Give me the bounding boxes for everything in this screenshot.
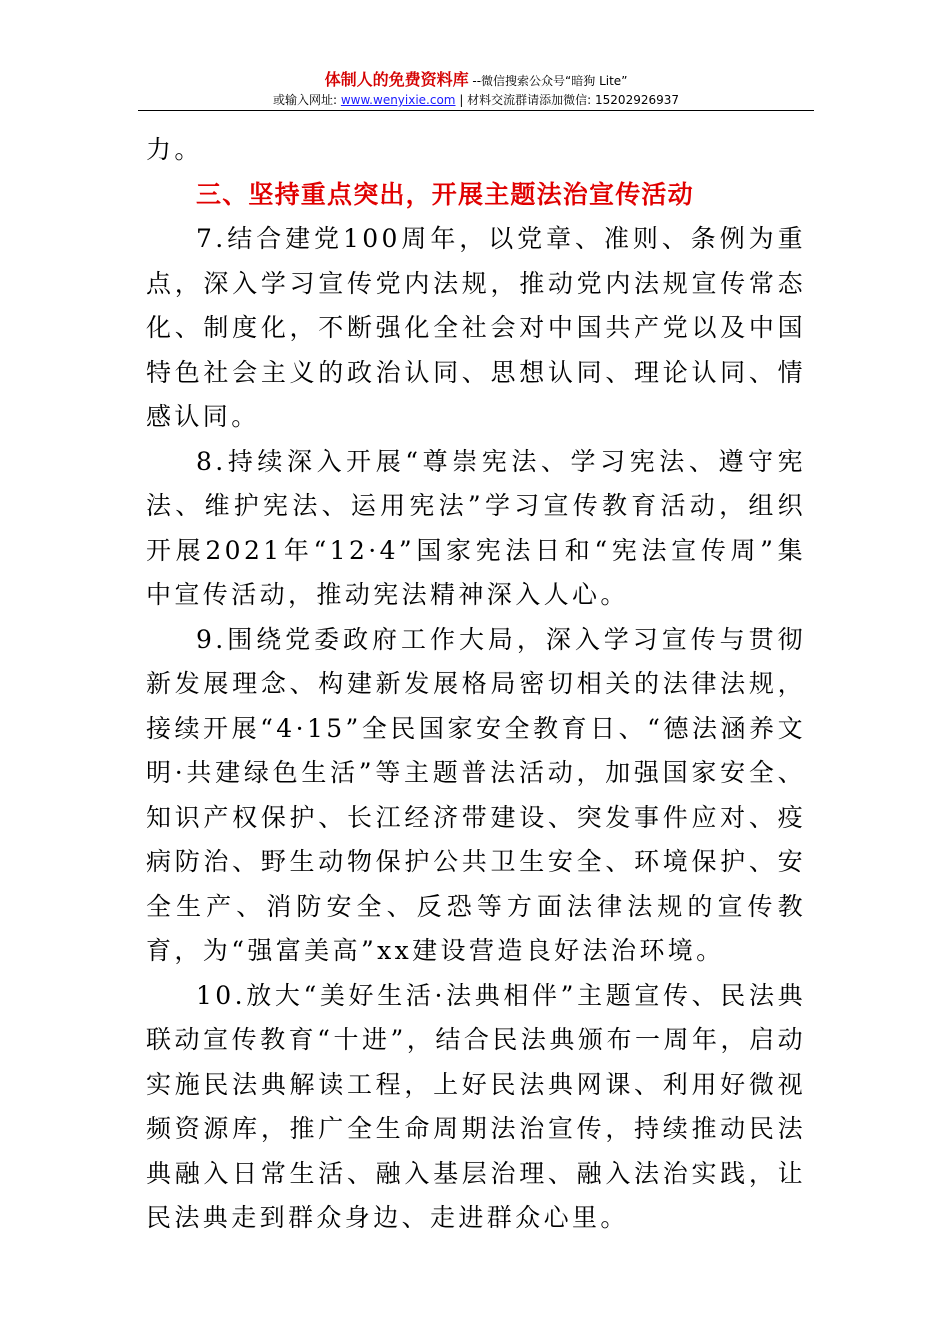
header-url-link[interactable]: www.wenyixie.com — [340, 93, 456, 107]
header-line-2 — [138, 91, 814, 109]
paragraph-10: 10.放大“美好生活·法典相伴”主题宣传、民法典联动宣传教育“十进”，结合民法典颁布一周年，启动实施民法典解读工程，上好民法典网课、利用好微视频资源库，推广全生命周期法治宣传，持续推动民法典融入日常生活、融入基层治理、融入法治实践，让民法典走到群众身边、走进群众心里。 — [146, 980, 806, 1232]
header-contact: | 材料交流群请添加微信: 15202926937 — [455, 93, 680, 107]
page-header — [138, 70, 814, 109]
paragraph-8: 8.持续深入开展“尊崇宪法、学习宪法、遵守宪法、维护宪法、运用宪法”学习宣传教育活动，组织开展2021年“12·4”国家宪法日和“宪法宣传周”集中宣传活动，推动宪法精神深入人心。 — [146, 446, 806, 609]
header-url-prefix: 或输入网址: — [272, 93, 341, 107]
lead-fragment: 力。 — [146, 135, 203, 164]
header-brand: 体制人的免费资料库 — [324, 70, 469, 89]
header-note: --微信搜索公众号“暗狗 Lite” — [468, 74, 628, 88]
paragraph-7: 7.结合建党100周年，以党章、准则、条例为重点，深入学习宣传党内法规，推动党内法规宣传常态化、制度化，不断强化全社会对中国共产党以及中国特色社会主义的政治认同、思想认同、理论认同、情感认同。 — [146, 224, 806, 431]
header-divider — [138, 110, 814, 111]
section-heading: 三、坚持重点突出，开展主题法治宣传活动 — [196, 179, 694, 209]
document-body — [146, 128, 806, 1241]
header-line-1 — [138, 70, 814, 91]
paragraph-9: 9.围绕党委政府工作大局，深入学习宣传与贯彻新发展理念、构建新发展格局密切相关的法律法规，接续开展“4·15”全民国家安全教育日、“德法涵养文明·共建绿色生活”等主题普法活动，加强国家安全、知识产权保护、长江经济带建设、突发事件应对、疫病防治、野生动物保护公共卫生安全、环境保护、安全生产、消防安全、反恐等方面法律法规的宣传教育，为“强富美高”xx建设营造良好法治环境。 — [146, 624, 806, 965]
